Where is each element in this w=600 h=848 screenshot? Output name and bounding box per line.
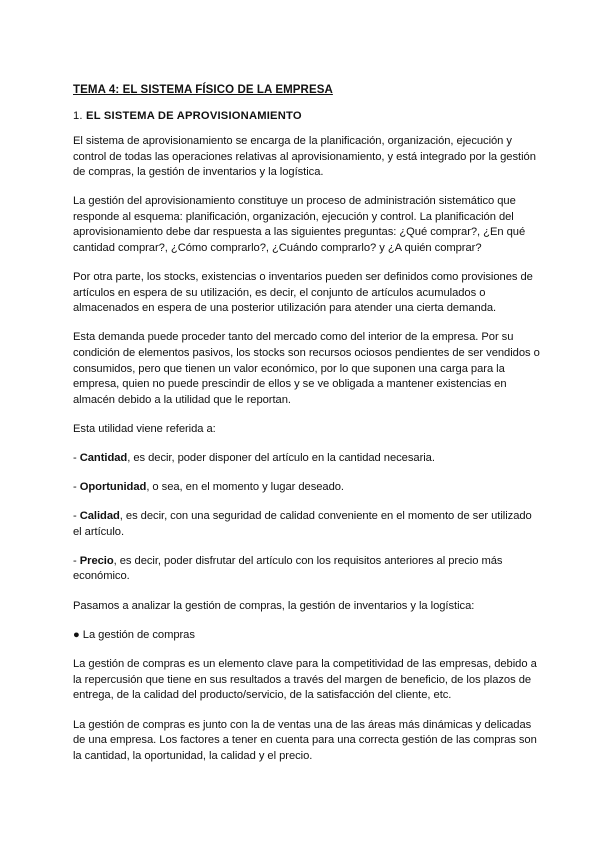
- item-prefix: -: [73, 554, 80, 567]
- item-prefix: -: [73, 481, 80, 494]
- paragraph: La gestión de compras es un elemento clave para la competitividad de las empresas, debido a la repercusión que tiene en sus resultados a través del margen de beneficio, de los plazos de entrega, de la calidad del producto/servicio, de la satisfacción del cliente, etc.: [73, 658, 537, 702]
- item-text: , es decir, con una seguridad de calidad conveniente en el momento de ser utilizado el artículo.: [73, 510, 532, 538]
- paragraph: La gestión de compras es junto con la de ventas una de las áreas más dinámicas y delicadas de una empresa. Los factores a tener en cuenta para una correcta gestión de las compras son la cantidad, la oportunidad, la calidad y el precio.: [73, 718, 537, 762]
- paragraph: Pasamos a analizar la gestión de compras, la gestión de inventarios y la logística:: [73, 599, 475, 612]
- item-term: Calidad: [79, 510, 120, 523]
- paragraph: La gestión del aprovisionamiento constituye un proceso de administración sistemático que responde al esquema: planificación, organización, ejecución y control. La planificación del aprovisionamiento debe dar respuesta a las siguientes preguntas: ¿Qué comprar?, ¿En qué cantidad comprar?, ¿Cómo comprarlo?, ¿Cuándo comprarlo? y ¿A quién comprar?: [73, 195, 526, 255]
- item-term: Oportunidad: [79, 481, 147, 494]
- paragraph: Esta demanda puede proceder tanto del mercado como del interior de la empresa. Por su condición de elementos pasivos, los stocks son recursos ociosos pendientes de ser vendidos o consumidos, pero que tienen un valor económico, por lo que suponen una carga para la empresa, quien no puede prescindir de ellos y se ve obligada a mantener existencias en almacén debido a la utilidad que le reportan.: [73, 331, 540, 406]
- bullet-heading: ● La gestión de compras: [73, 628, 195, 641]
- utility-item-quality: [73, 509, 540, 540]
- document-title: TEMA 4: EL SISTEMA FÍSICO DE LA EMPRESA: [73, 84, 333, 96]
- utility-item-opportunity: [73, 480, 540, 496]
- paragraph: El sistema de aprovisionamiento se encarga de la planificación, organización, ejecución y control de todas las operaciones relativas al aprovisionamiento, y está integrado por la gestión de compras, la gestión de inventarios y la logística.: [73, 135, 536, 179]
- item-text: , es decir, poder disponer del artículo en la cantidad necesaria.: [127, 452, 435, 464]
- section-title: EL SISTEMA DE APROVISIONAMIENTO: [86, 110, 302, 122]
- item-term: Precio: [79, 554, 114, 567]
- utility-item-price: [73, 554, 540, 585]
- paragraph: Esta utilidad viene referida a:: [73, 422, 216, 435]
- item-text: , o sea, en el momento y lugar deseado.: [146, 481, 344, 494]
- item-term: Cantidad: [79, 452, 128, 464]
- utility-item-quantity: [73, 451, 540, 467]
- item-text: , es decir, poder disfrutar del artículo con los requisitos anteriores al precio más económico.: [73, 554, 503, 583]
- paragraph: Por otra parte, los stocks, existencias o inventarios pueden ser definidos como provisiones de artículos en espera de su utilización, es decir, el conjunto de artículos acumulados o almacenados en espera de una posterior utilización para atender una cierta demanda.: [73, 271, 533, 315]
- item-prefix: -: [73, 452, 80, 464]
- section-number: 1.: [73, 110, 87, 122]
- item-prefix: -: [73, 510, 80, 523]
- section-heading: [73, 110, 540, 122]
